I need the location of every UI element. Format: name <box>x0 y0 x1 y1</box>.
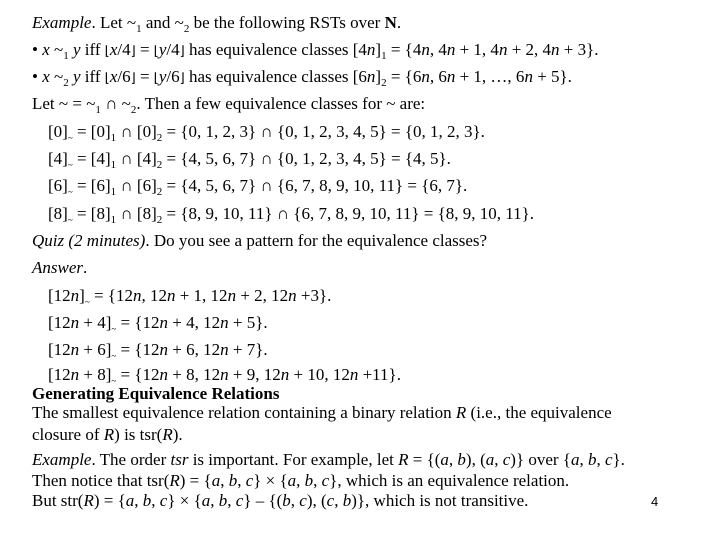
text-segment: b <box>457 450 466 469</box>
text-segment: = [4] <box>72 149 111 168</box>
text-segment: 1 <box>63 50 69 62</box>
text-segment: b <box>228 471 238 490</box>
text-segment: is important. For example, let <box>188 450 399 469</box>
text-segment: a <box>287 471 297 490</box>
text-segment: 1 <box>110 214 117 226</box>
text-segment: n <box>227 286 237 305</box>
text-segment: Then notice that tsr( <box>32 471 170 490</box>
text-segment: n <box>288 286 297 305</box>
text-segment: 2 <box>156 132 163 144</box>
text-segment: y <box>158 40 167 59</box>
text-segment: , <box>220 471 229 490</box>
text-segment: + 6, 12 <box>168 340 221 359</box>
text-segment: x <box>42 67 50 86</box>
page-number: 4 <box>651 494 659 509</box>
text-line-14 <box>48 366 401 384</box>
text-segment: 2 <box>63 77 69 89</box>
text-segment: }, which is an equivalence relation. <box>329 471 570 490</box>
text-segment: [4] <box>48 149 68 168</box>
text-line-9 <box>32 232 487 250</box>
text-segment: x <box>109 40 118 59</box>
text-line-1 <box>32 13 402 35</box>
text-segment: + 8] <box>79 365 112 384</box>
text-segment: c <box>235 491 244 510</box>
text-segment: , <box>151 491 160 510</box>
text-segment: n <box>132 286 142 305</box>
text-segment: = {12 <box>116 313 160 332</box>
text-segment: 2 <box>183 23 190 35</box>
text-segment: y <box>68 40 81 59</box>
text-segment: n <box>280 365 290 384</box>
text-segment: } × { <box>167 491 202 510</box>
text-segment: n <box>220 365 229 384</box>
text-segment: Answer <box>32 258 83 277</box>
text-segment: + 4] <box>79 313 112 332</box>
text-segment: = {12 <box>116 365 160 384</box>
text-segment: [12 <box>48 340 71 359</box>
text-segment: + 2, 12 <box>236 286 289 305</box>
text-segment: n <box>446 40 456 59</box>
text-segment: • <box>32 67 43 86</box>
text-line-13 <box>48 341 268 359</box>
text-segment: and ~ <box>141 13 184 32</box>
text-segment: a <box>570 450 580 469</box>
text-segment: /6 <box>117 67 131 86</box>
text-segment: = {6 <box>386 67 422 86</box>
text-segment: ] <box>375 40 382 59</box>
text-segment: , <box>237 471 246 490</box>
text-segment: R <box>103 425 115 444</box>
text-segment: = {( <box>408 450 441 469</box>
text-segment: b <box>282 491 291 510</box>
text-line-6 <box>48 149 451 171</box>
text-segment: has equivalence classes [6 <box>184 67 367 86</box>
text-segment: ⌋ <box>179 71 185 86</box>
text-segment: = {4, 5, 6, 7} ∩ {0, 1, 2, 3, 4, 5} = {4, 5}. <box>162 149 451 168</box>
text-segment: tsr <box>170 450 189 469</box>
text-segment: closure of <box>32 425 104 444</box>
text-segment: . Then a few equivalence classes for ~ are: <box>136 94 426 113</box>
text-segment: , <box>296 471 305 490</box>
text-segment: = {12 <box>116 340 160 359</box>
text-segment: + 1, 4 <box>455 40 499 59</box>
text-segment: x <box>42 40 50 59</box>
text-segment: n <box>421 40 430 59</box>
text-segment: , <box>290 491 300 510</box>
text-segment: ~ <box>111 351 117 361</box>
text-segment: /4 <box>166 40 180 59</box>
text-segment: a <box>440 450 449 469</box>
text-segment: n <box>159 365 169 384</box>
text-segment: . Let ~ <box>91 13 137 32</box>
text-segment: + 2, 4 <box>507 40 552 59</box>
text-line-16 <box>32 404 612 422</box>
text-segment: y <box>68 67 81 86</box>
text-segment: b <box>587 450 597 469</box>
text-segment: n <box>70 313 80 332</box>
text-segment: 2 <box>156 214 163 226</box>
text-segment: n <box>524 67 533 86</box>
text-segment: , <box>448 450 458 469</box>
text-segment: + 6] <box>79 340 112 359</box>
text-line-10 <box>32 259 87 277</box>
text-segment: 1 <box>381 50 387 62</box>
text-segment: ~ <box>67 215 73 225</box>
text-segment: ⌊ <box>153 44 159 59</box>
text-segment: • <box>32 40 43 59</box>
text-segment: 1 <box>110 132 117 144</box>
text-segment: ⌊ <box>104 71 110 86</box>
text-line-5 <box>48 122 485 144</box>
text-segment: + 1, …, 6 <box>455 67 525 86</box>
text-segment: , <box>134 491 143 510</box>
text-segment: 2 <box>130 104 137 116</box>
text-segment: , <box>596 450 605 469</box>
text-segment: , <box>579 450 588 469</box>
text-segment: R <box>162 425 173 444</box>
text-segment: 1 <box>110 186 117 198</box>
text-segment: Example <box>32 450 92 469</box>
text-segment: c <box>321 471 330 490</box>
text-segment: 1 <box>136 23 142 35</box>
text-segment: ~ <box>67 133 73 143</box>
text-line-11 <box>48 287 331 305</box>
text-segment: be the following RSTs over <box>189 13 385 32</box>
text-line-8 <box>48 204 535 226</box>
text-segment: n <box>70 365 80 384</box>
text-segment: . <box>396 13 402 32</box>
text-segment: . <box>83 258 88 277</box>
text-segment: = {4, 5, 6, 7} ∩ {6, 7, 8, 9, 10, 11} = {6, 7}. <box>162 176 468 195</box>
text-line-17 <box>32 426 183 444</box>
text-segment: iff <box>80 40 105 59</box>
text-segment: , <box>334 491 343 510</box>
text-segment: n <box>551 40 560 59</box>
text-segment: ), ( <box>306 491 327 510</box>
text-segment: b <box>142 491 152 510</box>
text-segment: = {8, 9, 10, 11} ∩ {6, 7, 8, 9, 10, 11} = {8, 9, 10, 11}. <box>162 204 535 223</box>
text-segment: = [8] <box>72 204 111 223</box>
text-segment: ∩ ~ <box>100 94 131 113</box>
text-segment: ~ <box>111 324 117 334</box>
text-segment: n <box>70 340 80 359</box>
text-line-12 <box>48 314 268 332</box>
text-segment: , 12 <box>141 286 167 305</box>
text-segment: n <box>498 40 508 59</box>
text-segment: R <box>455 403 467 422</box>
text-segment: c <box>245 471 254 490</box>
text-segment: iff <box>80 67 105 86</box>
text-segment: n <box>366 67 376 86</box>
text-segment: +3}. <box>296 286 332 305</box>
text-segment: ⌋ <box>179 44 185 59</box>
text-segment: = [6] <box>72 176 111 195</box>
text-segment: = {12 <box>89 286 133 305</box>
text-segment: [12 <box>48 365 71 384</box>
text-segment: + 4, 12 <box>168 313 221 332</box>
text-segment: ⌊ <box>104 44 110 59</box>
text-segment: ) = { <box>179 471 212 490</box>
text-segment: = <box>135 40 154 59</box>
text-segment: + 10, 12 <box>289 365 350 384</box>
text-line-19 <box>32 472 569 490</box>
text-segment: ) is tsr( <box>114 425 163 444</box>
text-line-7 <box>48 176 468 198</box>
text-segment: ∩ [6] <box>116 176 157 195</box>
text-segment: /4 <box>117 40 131 59</box>
text-segment: b <box>304 471 314 490</box>
text-segment: a <box>201 491 211 510</box>
text-segment: /6 <box>166 67 180 86</box>
text-segment: 2 <box>381 77 387 89</box>
text-segment: Quiz (2 minutes) <box>32 231 146 250</box>
text-segment: [0] <box>48 122 68 141</box>
text-segment: c <box>299 491 307 510</box>
text-segment: + 5}. <box>532 67 572 86</box>
text-segment: = {0, 1, 2, 3} ∩ {0, 1, 2, 3, 4, 5} = {0, 1, 2, 3}. <box>162 122 485 141</box>
text-segment: 1 <box>95 104 101 116</box>
text-segment: , <box>227 491 236 510</box>
text-segment: Let ~ = ~ <box>32 94 96 113</box>
text-segment: = {4 <box>386 40 422 59</box>
text-segment: ~ <box>49 40 64 59</box>
text-segment: + 1, 12 <box>175 286 228 305</box>
text-segment: = [0] <box>72 122 111 141</box>
text-segment: ⌋ <box>130 44 136 59</box>
text-segment: , <box>210 491 219 510</box>
text-segment: ~ <box>67 160 73 170</box>
text-segment: n <box>159 340 169 359</box>
text-segment: ⌊ <box>153 71 159 86</box>
text-segment: n <box>366 40 376 59</box>
text-line-15 <box>32 385 279 403</box>
text-segment: x <box>109 67 118 86</box>
text-segment: 2 <box>156 159 163 171</box>
text-segment: , 4 <box>429 40 447 59</box>
text-segment: a <box>211 471 221 490</box>
text-segment: R <box>83 491 94 510</box>
text-segment: } × { <box>253 471 288 490</box>
text-segment: ] <box>375 67 382 86</box>
text-segment: b <box>218 491 228 510</box>
text-segment: [12 <box>48 313 71 332</box>
text-line-3 <box>32 67 572 89</box>
text-segment: ). <box>172 425 183 444</box>
text-segment: . Do you see a pattern for the equivalence classes? <box>145 231 488 250</box>
text-segment: The smallest equivalence relation containing a binary relation <box>32 403 456 422</box>
text-segment: n <box>446 67 456 86</box>
text-segment: (i.e., the equivalence <box>466 403 612 422</box>
text-segment: has equivalence classes [4 <box>184 40 367 59</box>
text-segment: n <box>349 365 359 384</box>
text-segment: , 6 <box>429 67 447 86</box>
text-segment: ⌋ <box>130 71 136 86</box>
text-segment: 2 <box>156 186 163 198</box>
text-segment: , <box>494 450 503 469</box>
text-line-18 <box>32 451 625 469</box>
text-line-20 <box>32 492 528 510</box>
text-segment: n <box>159 313 169 332</box>
text-segment: c <box>326 491 335 510</box>
text-segment: ) = { <box>93 491 126 510</box>
text-segment: 1 <box>110 159 117 171</box>
text-segment: c <box>604 450 613 469</box>
text-segment: [6] <box>48 176 68 195</box>
text-segment: n <box>70 286 80 305</box>
text-segment: n <box>220 340 229 359</box>
text-segment: R <box>169 471 180 490</box>
text-segment: )} over { <box>510 450 571 469</box>
text-segment: R <box>398 450 409 469</box>
text-segment: ~ <box>67 187 73 197</box>
text-segment: n <box>421 67 430 86</box>
text-segment: Generating Equivalence Relations <box>32 384 280 403</box>
text-segment: ] <box>79 286 85 305</box>
text-line-4 <box>32 94 426 116</box>
text-segment: N <box>384 13 397 32</box>
text-segment: ~ <box>84 297 90 307</box>
text-segment: ~ <box>49 67 64 86</box>
text-line-2 <box>32 40 599 62</box>
text-segment: ∩ [0] <box>116 122 157 141</box>
text-segment: + 3}. <box>559 40 599 59</box>
text-segment: , <box>313 471 322 490</box>
text-segment: ~ <box>111 376 117 386</box>
text-segment: ∩ [4] <box>116 149 157 168</box>
text-segment: [12 <box>48 286 71 305</box>
text-segment: + 7}. <box>228 340 268 359</box>
text-segment: }. <box>612 450 625 469</box>
text-segment: c <box>502 450 511 469</box>
text-segment: + 9, 12 <box>228 365 281 384</box>
text-segment: n <box>166 286 176 305</box>
text-segment: ∩ [8] <box>116 204 157 223</box>
text-segment: +11}. <box>358 365 401 384</box>
text-segment: ), ( <box>465 450 486 469</box>
text-segment: y <box>158 67 167 86</box>
text-segment: a <box>485 450 495 469</box>
text-segment: } – {( <box>243 491 283 510</box>
text-segment: a <box>125 491 135 510</box>
text-segment: n <box>220 313 229 332</box>
text-segment: + 8, 12 <box>168 365 221 384</box>
text-segment: . The order <box>91 450 171 469</box>
text-segment: c <box>159 491 168 510</box>
text-segment: Example <box>32 13 92 32</box>
text-segment: = <box>135 67 154 86</box>
text-segment: But str( <box>32 491 84 510</box>
text-segment: )}, which is not transitive. <box>351 491 529 510</box>
text-segment: b <box>342 491 352 510</box>
text-segment: [8] <box>48 204 68 223</box>
text-segment: + 5}. <box>228 313 268 332</box>
